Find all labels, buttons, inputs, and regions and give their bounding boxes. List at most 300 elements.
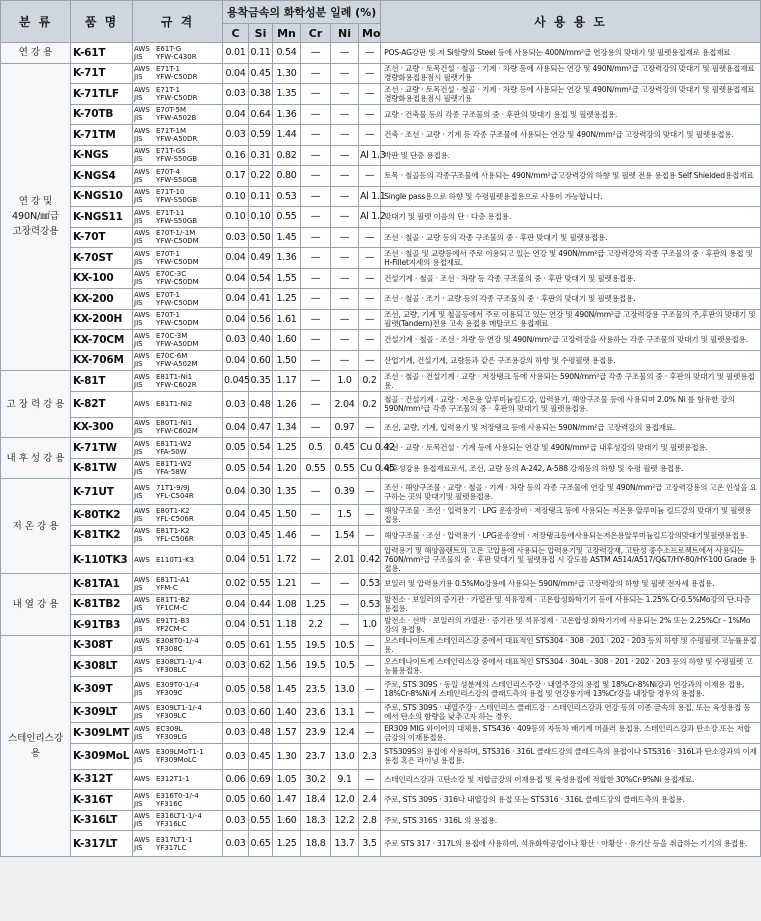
spec-cell (133, 289, 223, 310)
usage-cell: 주로, STS 309S · 동일 성분계의 스테인리스주강 · 내열주강의 용접 및 18%Cr-8%Ni강과 연강과의 이재용 접용, 18%Cr-8%Ni계 스테인리스강의 클래드측의 용접 및 연강용기에 13%Cr강을 내장할 경우의 용접용. (381, 676, 761, 702)
value-cr: 0.5 (301, 438, 331, 459)
standard-label: JIS (134, 298, 143, 307)
standard-label: AWS (134, 147, 150, 156)
standard-code: E70T-1/-1M (156, 229, 196, 238)
standard-label: AWS (134, 596, 150, 605)
value-mn: 1.25 (273, 831, 301, 857)
value-si: 0.40 (249, 330, 273, 351)
value-ni: 0.45 (331, 438, 359, 459)
value-ni: 1.5 (331, 505, 359, 526)
usage-cell: 조선 · 철골 · 조기 · 교량 등의 각종 구조물의 중 · 후판의 맞대기 및 필렛용접용. (381, 289, 761, 310)
standard-label: JIS (134, 52, 143, 61)
spec-cell (133, 391, 223, 417)
value-c: 0.03 (223, 525, 249, 546)
value-ni: — (331, 186, 359, 207)
value-c: 0.04 (223, 505, 249, 526)
standard-label: JIS (134, 799, 143, 808)
spec-cell (133, 350, 223, 371)
usage-cell: 조선 · 교량 · 토목건설 · 철골 · 기계 · 차량 등에 사용되는 연강 및 490N/mm²급 고장력강의 맞대기 및 필렛용접재료 경량화용접용점시 필렛기용 (381, 63, 761, 84)
value-si: 0.44 (249, 594, 273, 615)
value-si: 0.41 (249, 289, 273, 310)
product-name: KX-706M (71, 350, 133, 371)
spec-cell (133, 635, 223, 656)
value-ni: 2.01 (331, 546, 359, 574)
value-mo: 1.0 (359, 615, 381, 636)
value-mo: — (359, 309, 381, 330)
value-c: 0.04 (223, 104, 249, 125)
category-cell: 스테인리스강용 (1, 635, 71, 857)
standard-code: YFW-C50DM (156, 278, 199, 287)
value-c: 0.06 (223, 769, 249, 790)
usage-cell: 내후성강용 용접재료로서, 조선, 교량 등의 A-242, A-588 강재등의 하향 및 수평 필렛 용접용. (381, 458, 761, 479)
table-row (1, 479, 761, 505)
spec-cell (133, 458, 223, 479)
standard-code: E81T1-A1 (156, 575, 190, 584)
value-cr: — (301, 104, 331, 125)
value-cr: 23.7 (301, 743, 331, 769)
value-mo: — (359, 676, 381, 702)
value-mn: 1.35 (273, 479, 301, 505)
header-usage: 사 용 용 도 (381, 1, 761, 43)
standard-code: E71T-1 (156, 65, 180, 74)
value-mo: 3.5 (359, 831, 381, 857)
table-row (1, 207, 761, 228)
value-mn: 1.60 (273, 810, 301, 831)
standard-label: AWS (134, 352, 150, 361)
value-mn: 1.40 (273, 702, 301, 723)
table-row (1, 525, 761, 546)
product-name: K-110TK3 (71, 546, 133, 574)
spec-cell (133, 186, 223, 207)
product-name: K-NGS4 (71, 166, 133, 187)
standard-label: AWS (134, 681, 150, 689)
value-mo: Cu 0.45 (359, 458, 381, 479)
standard-label: AWS (134, 483, 150, 492)
table-row (1, 831, 761, 857)
standard-code: YF1CM-C (156, 604, 188, 613)
spec-cell (133, 248, 223, 269)
standard-label: JIS (134, 491, 143, 500)
standard-code: E80T1-K2 (156, 506, 190, 515)
table-row (1, 676, 761, 702)
value-cr: 23.5 (301, 676, 331, 702)
standard-code: E70T-1 (156, 311, 180, 320)
standard-code: YF308C (156, 645, 183, 654)
usage-cell: 조선, 교량, 기계, 입력용기 및 저장탱크 등에 사용되는 590N/mm²급 고장력강의 용접재료. (381, 417, 761, 438)
value-mn: 1.50 (273, 505, 301, 526)
standard-code: E81T1-B2 (156, 596, 190, 605)
standard-label: AWS (134, 44, 150, 53)
value-mn: 1.47 (273, 790, 301, 811)
standard-code: E312T1-1 (156, 775, 190, 784)
value-ni: — (331, 125, 359, 146)
value-c: 0.03 (223, 330, 249, 351)
table-row (1, 546, 761, 574)
value-mo: — (359, 417, 381, 438)
standard-code: YFW-C50DM (156, 319, 199, 328)
value-mo: 0.2 (359, 391, 381, 417)
spec-cell (133, 479, 223, 505)
standard-code: 71T1-9/9J (156, 483, 190, 492)
value-mn: 1.44 (273, 125, 301, 146)
usage-cell: 조선, 교량, 기계 및 철골등에서 주로 이용되고 있는 연강 및 490N/mm²급 고장력강용 구조물의 주,후판의 맞대기 및 필렛(Tandem)전용 고속 용접용 메탈코드 용접재료 (381, 309, 761, 330)
spec-cell (133, 227, 223, 248)
product-name: K-309T (71, 676, 133, 702)
value-mo: — (359, 104, 381, 125)
spec-cell (133, 702, 223, 723)
standard-code: YFM-C (156, 583, 178, 592)
standard-label: JIS (134, 339, 143, 348)
spec-cell (133, 84, 223, 105)
standard-code: E308LT1-1/-4 (156, 657, 202, 666)
value-mn: 1.46 (273, 525, 301, 546)
value-ni: — (331, 63, 359, 84)
standard-code: YF316C (156, 799, 183, 808)
value-si: 0.60 (249, 702, 273, 723)
value-ni: — (331, 289, 359, 310)
value-cr: — (301, 417, 331, 438)
value-mn: 1.55 (273, 268, 301, 289)
value-c: 0.03 (223, 831, 249, 857)
spec-cell (133, 574, 223, 595)
value-mo: — (359, 479, 381, 505)
value-c: 0.03 (223, 227, 249, 248)
value-ni: 12.4 (331, 723, 359, 744)
standard-code: YFL-C504R (156, 491, 194, 500)
value-si: 0.45 (249, 525, 273, 546)
value-c: 0.05 (223, 635, 249, 656)
value-mo: — (359, 723, 381, 744)
value-si: 0.48 (249, 391, 273, 417)
value-ni: — (331, 207, 359, 228)
standard-label: AWS (134, 249, 150, 258)
value-mn: 1.45 (273, 227, 301, 248)
spec-cell (133, 615, 223, 636)
value-ni: — (331, 104, 359, 125)
standard-label: AWS (134, 188, 150, 197)
value-c: 0.04 (223, 350, 249, 371)
usage-cell: 맞대기 및 필렛 이음의 단 · 다층 용접용. (381, 207, 761, 228)
value-ni: — (331, 248, 359, 269)
value-si: 0.65 (249, 831, 273, 857)
standard-code: YFA-50W (156, 447, 187, 456)
table-header (1, 1, 761, 43)
value-c: 0.04 (223, 309, 249, 330)
standard-label: AWS (134, 657, 150, 666)
value-cr: — (301, 63, 331, 84)
standard-label: AWS (134, 637, 150, 646)
header-product: 품 명 (71, 1, 133, 43)
header-ni: Ni (331, 24, 359, 43)
table-row (1, 790, 761, 811)
value-ni: — (331, 268, 359, 289)
standard-code: EC309L (156, 724, 183, 733)
standard-code: E70T-5M (156, 106, 186, 115)
standard-label: AWS (134, 555, 150, 564)
value-c: 0.05 (223, 790, 249, 811)
value-c: 0.01 (223, 43, 249, 64)
table-body (1, 43, 761, 857)
table-row (1, 594, 761, 615)
value-mo: Cu 0.42 (359, 438, 381, 459)
product-name: K-312T (71, 769, 133, 790)
standard-code: YF317LC (156, 843, 187, 852)
standard-code: E61T-G (156, 44, 182, 53)
value-cr: 2.2 (301, 615, 331, 636)
standard-code: YF309LG (156, 732, 187, 741)
spec-cell (133, 417, 223, 438)
standard-label: JIS (134, 360, 143, 369)
table-row (1, 104, 761, 125)
value-si: 0.51 (249, 546, 273, 574)
table-row (1, 438, 761, 459)
usage-cell: 스테인리스강과 고탄소강 및 저합금강의 이재용접 및 육성용접에 적합한 30%Cr-9%Ni 용접재료. (381, 769, 761, 790)
value-cr: — (301, 227, 331, 248)
value-mo: 2.3 (359, 743, 381, 769)
standard-code: YFW-C50DR (156, 93, 198, 102)
product-name: K-NGS10 (71, 186, 133, 207)
value-si: 0.60 (249, 790, 273, 811)
value-mo: — (359, 525, 381, 546)
value-si: 0.55 (249, 810, 273, 831)
spec-cell (133, 743, 223, 769)
value-mo: 2.4 (359, 790, 381, 811)
value-ni: — (331, 43, 359, 64)
usage-cell: 조선 · 철골 · 교량 등의 각종 구조물의 중 · 후판 맞대기 및 필렛용접용. (381, 227, 761, 248)
value-cr: 0.55 (301, 458, 331, 479)
product-name: K-81TK2 (71, 525, 133, 546)
value-mn: 1.05 (273, 769, 301, 790)
standard-code: YF309LC (156, 712, 187, 721)
spec-cell (133, 831, 223, 857)
product-name: K-82T (71, 391, 133, 417)
standard-code: E110T1-K3 (156, 555, 195, 564)
standard-code: E81T1-Ni2 (156, 400, 193, 408)
product-name: K-81TA1 (71, 574, 133, 595)
value-ni: 2.04 (331, 391, 359, 417)
standard-label: JIS (134, 73, 143, 82)
value-cr: — (301, 350, 331, 371)
standard-label: AWS (134, 126, 150, 135)
usage-cell: 주로, STS 309S · 316나 내열강의 용접 또는 STS316 · 316L 클래드강의 클래드측의 용접용. (381, 790, 761, 811)
standard-label: JIS (134, 155, 143, 164)
standard-code: E71T-11 (156, 208, 185, 217)
standard-label: AWS (134, 812, 150, 821)
table-row (1, 391, 761, 417)
value-mn: 1.30 (273, 743, 301, 769)
value-ni: 12.2 (331, 810, 359, 831)
value-ni: 12.0 (331, 790, 359, 811)
standard-label: JIS (134, 843, 143, 852)
value-c: 0.16 (223, 145, 249, 166)
value-mo: 0.2 (359, 371, 381, 392)
usage-cell: 토목 · 철골등의 각종구조물에 사용되는 490N/mm²급고장력강의 하향 및 필렛 전용 용접용 Self Shielded용접재료 (381, 166, 761, 187)
value-mn: 1.08 (273, 594, 301, 615)
standard-label: AWS (134, 167, 150, 176)
value-mn: 1.17 (273, 371, 301, 392)
header-si: Si (249, 24, 273, 43)
standard-code: E80T1-Ni1 (156, 419, 193, 428)
usage-cell: 조선 · 철골 및 교량등에서 주로 이용되고 있는 연강 및 490N/mm²급 고장력강의 각종 구조물의 중 · 후판의 용접 및 H-Fillet지세의 용접재료. (381, 248, 761, 269)
standard-label: JIS (134, 278, 143, 287)
value-cr: — (301, 207, 331, 228)
table-row (1, 702, 761, 723)
standard-label: AWS (134, 400, 150, 408)
standard-label: JIS (134, 427, 143, 436)
value-mo: Al 1.1 (359, 186, 381, 207)
value-mn: 1.50 (273, 350, 301, 371)
standard-label: AWS (134, 290, 150, 299)
table-row (1, 810, 761, 831)
value-c: 0.04 (223, 615, 249, 636)
usage-cell: POS-AG강판 및 저 Si함량의 Steel 등에 사용되는 400N/mm²급 연강용의 맞대기 및 필렛용접재로 용접재료 (381, 43, 761, 64)
table-row (1, 743, 761, 769)
standard-label: AWS (134, 106, 150, 115)
standard-label: JIS (134, 583, 143, 592)
standard-code: YFW-C50DM (156, 237, 199, 246)
value-c: 0.03 (223, 743, 249, 769)
usage-cell: ER309 MIG 와이어의 대체용, STS436 · 409등의 자동차 배기계 머플러 용접용. 스테인리스강과 탄소강 또는 저합금강의 이재용접용. (381, 723, 761, 744)
standard-code: YFL-C506R (156, 535, 194, 544)
standard-code: E81T1-W2 (156, 439, 192, 448)
standard-code: YFW-A50DM (156, 339, 199, 348)
spec-cell (133, 810, 223, 831)
standard-label: JIS (134, 665, 143, 674)
value-si: 0.35 (249, 371, 273, 392)
standard-code: YF309C (156, 689, 183, 697)
usage-cell: 철골 · 건설기계 · 교량 · 저온용 알루미늄킬드강, 압력용기, 해양구조물 등에 사용되며 2.0% Ni 를 함유한 강의 590N/mm²급 각종 구조물의 중 · 후판의 맞대기 및 필렛용접용. (381, 391, 761, 417)
standard-label: AWS (134, 791, 150, 800)
standard-label: AWS (134, 311, 150, 320)
standard-label: AWS (134, 331, 150, 340)
value-mo: — (359, 635, 381, 656)
value-cr: — (301, 525, 331, 546)
standard-code: YFW-C430R (156, 52, 197, 61)
standard-label: JIS (134, 319, 143, 328)
value-c: 0.03 (223, 656, 249, 677)
table-row (1, 166, 761, 187)
standard-label: JIS (134, 134, 143, 143)
value-mo: — (359, 769, 381, 790)
standard-code: E70C-6M (156, 352, 188, 361)
standard-label: AWS (134, 575, 150, 584)
usage-cell: 교량 · 건축물 등의 각종 구조물의 중 · 후판의 맞대기 용접 및 필렛용접용. (381, 104, 761, 125)
value-c: 0.04 (223, 63, 249, 84)
category-cell: 고 장 력 강 용 (1, 371, 71, 438)
spec-cell (133, 371, 223, 392)
product-name: K-91TB3 (71, 615, 133, 636)
product-name: K-71TLF (71, 84, 133, 105)
product-name: KX-300 (71, 417, 133, 438)
value-ni: 9.1 (331, 769, 359, 790)
value-ni: 13.0 (331, 676, 359, 702)
table-row (1, 505, 761, 526)
product-name: K-317LT (71, 831, 133, 857)
spec-cell (133, 769, 223, 790)
value-mn: 1.61 (273, 309, 301, 330)
value-mn: 1.36 (273, 104, 301, 125)
standard-label: AWS (134, 439, 150, 448)
usage-cell: 주로 STS 317 · 317L의 용접에 사용하며, 석유화학공업이나 황산 · 아황산 · 유기산 등을 취급하는 기기의 용접용. (381, 831, 761, 857)
value-c: 0.045 (223, 371, 249, 392)
value-mn: 0.82 (273, 145, 301, 166)
standard-code: YFW-A502B (156, 114, 197, 123)
usage-cell: 오스테나이트계 스테인리스강 중에서 대표적인 STS304 · 308 · 201 · 202 · 203 등의 하향 및 수평필렛 고능률용접용. (381, 635, 761, 656)
standard-code: E70C-3M (156, 331, 188, 340)
category-cell: 연 강 및 490N/㎟급 고장력강용 (1, 63, 71, 371)
value-ni: 13.0 (331, 743, 359, 769)
header-mo: Mo (359, 24, 381, 43)
product-name: K-81T (71, 371, 133, 392)
table-row (1, 458, 761, 479)
value-si: 0.69 (249, 769, 273, 790)
value-mn: 0.55 (273, 207, 301, 228)
value-ni: — (331, 84, 359, 105)
value-c: 0.04 (223, 417, 249, 438)
header-c: C (223, 24, 249, 43)
standard-code: E70C-3C (156, 270, 187, 279)
standard-label: JIS (134, 216, 143, 225)
value-c: 0.03 (223, 84, 249, 105)
table-row (1, 186, 761, 207)
value-si: 0.45 (249, 743, 273, 769)
product-name: K-81TB2 (71, 594, 133, 615)
value-mn: 1.60 (273, 330, 301, 351)
value-mo: — (359, 84, 381, 105)
spec-cell (133, 166, 223, 187)
value-ni: — (331, 330, 359, 351)
value-cr: — (301, 289, 331, 310)
value-cr: — (301, 145, 331, 166)
header-spec: 규 격 (133, 1, 223, 43)
usage-cell: 조선 · 교량 · 토목건설 · 철골 · 기계 · 차량 등에 사용되는 연강 및 490N/mm²급 고장력강의 맞대기 및 필렛용접재료 경량화용접용점시 필렛기용 (381, 84, 761, 105)
standard-code: E71T-1 (156, 85, 180, 94)
usage-cell: 해양구조물 · 조선 · 입력용기 · LPG 운송장비 · 저장탱크 등에 사용되는 저온용 알루미늄 킬드강의 맞대기 및 필렛용접용. (381, 505, 761, 526)
product-name: K-316T (71, 790, 133, 811)
value-mo: — (359, 330, 381, 351)
table-row (1, 248, 761, 269)
table-row (1, 656, 761, 677)
value-cr: — (301, 330, 331, 351)
product-name: K-80TK2 (71, 505, 133, 526)
value-mo: — (359, 350, 381, 371)
standard-label: JIS (134, 196, 143, 205)
value-c: 0.04 (223, 479, 249, 505)
value-c: 0.10 (223, 207, 249, 228)
table-row (1, 769, 761, 790)
category-cell: 연 강 용 (1, 43, 71, 64)
value-cr: — (301, 391, 331, 417)
standard-code: E309LT1-1/-4 (156, 704, 202, 713)
value-mn: 1.56 (273, 656, 301, 677)
value-ni: 0.55 (331, 458, 359, 479)
value-si: 0.51 (249, 615, 273, 636)
value-ni: — (331, 594, 359, 615)
standard-label: JIS (134, 820, 143, 829)
spec-cell (133, 505, 223, 526)
value-ni: 0.97 (331, 417, 359, 438)
value-c: 0.04 (223, 546, 249, 574)
product-name: K-309LT (71, 702, 133, 723)
product-name: KX-200 (71, 289, 133, 310)
standard-code: E70T-4 (156, 167, 180, 176)
value-si: 0.11 (249, 186, 273, 207)
value-mo: 0.53 (359, 594, 381, 615)
product-name: K-71TM (71, 125, 133, 146)
standard-code: E71T-10 (156, 188, 185, 197)
product-name: K-81TW (71, 458, 133, 479)
value-mn: 1.34 (273, 417, 301, 438)
